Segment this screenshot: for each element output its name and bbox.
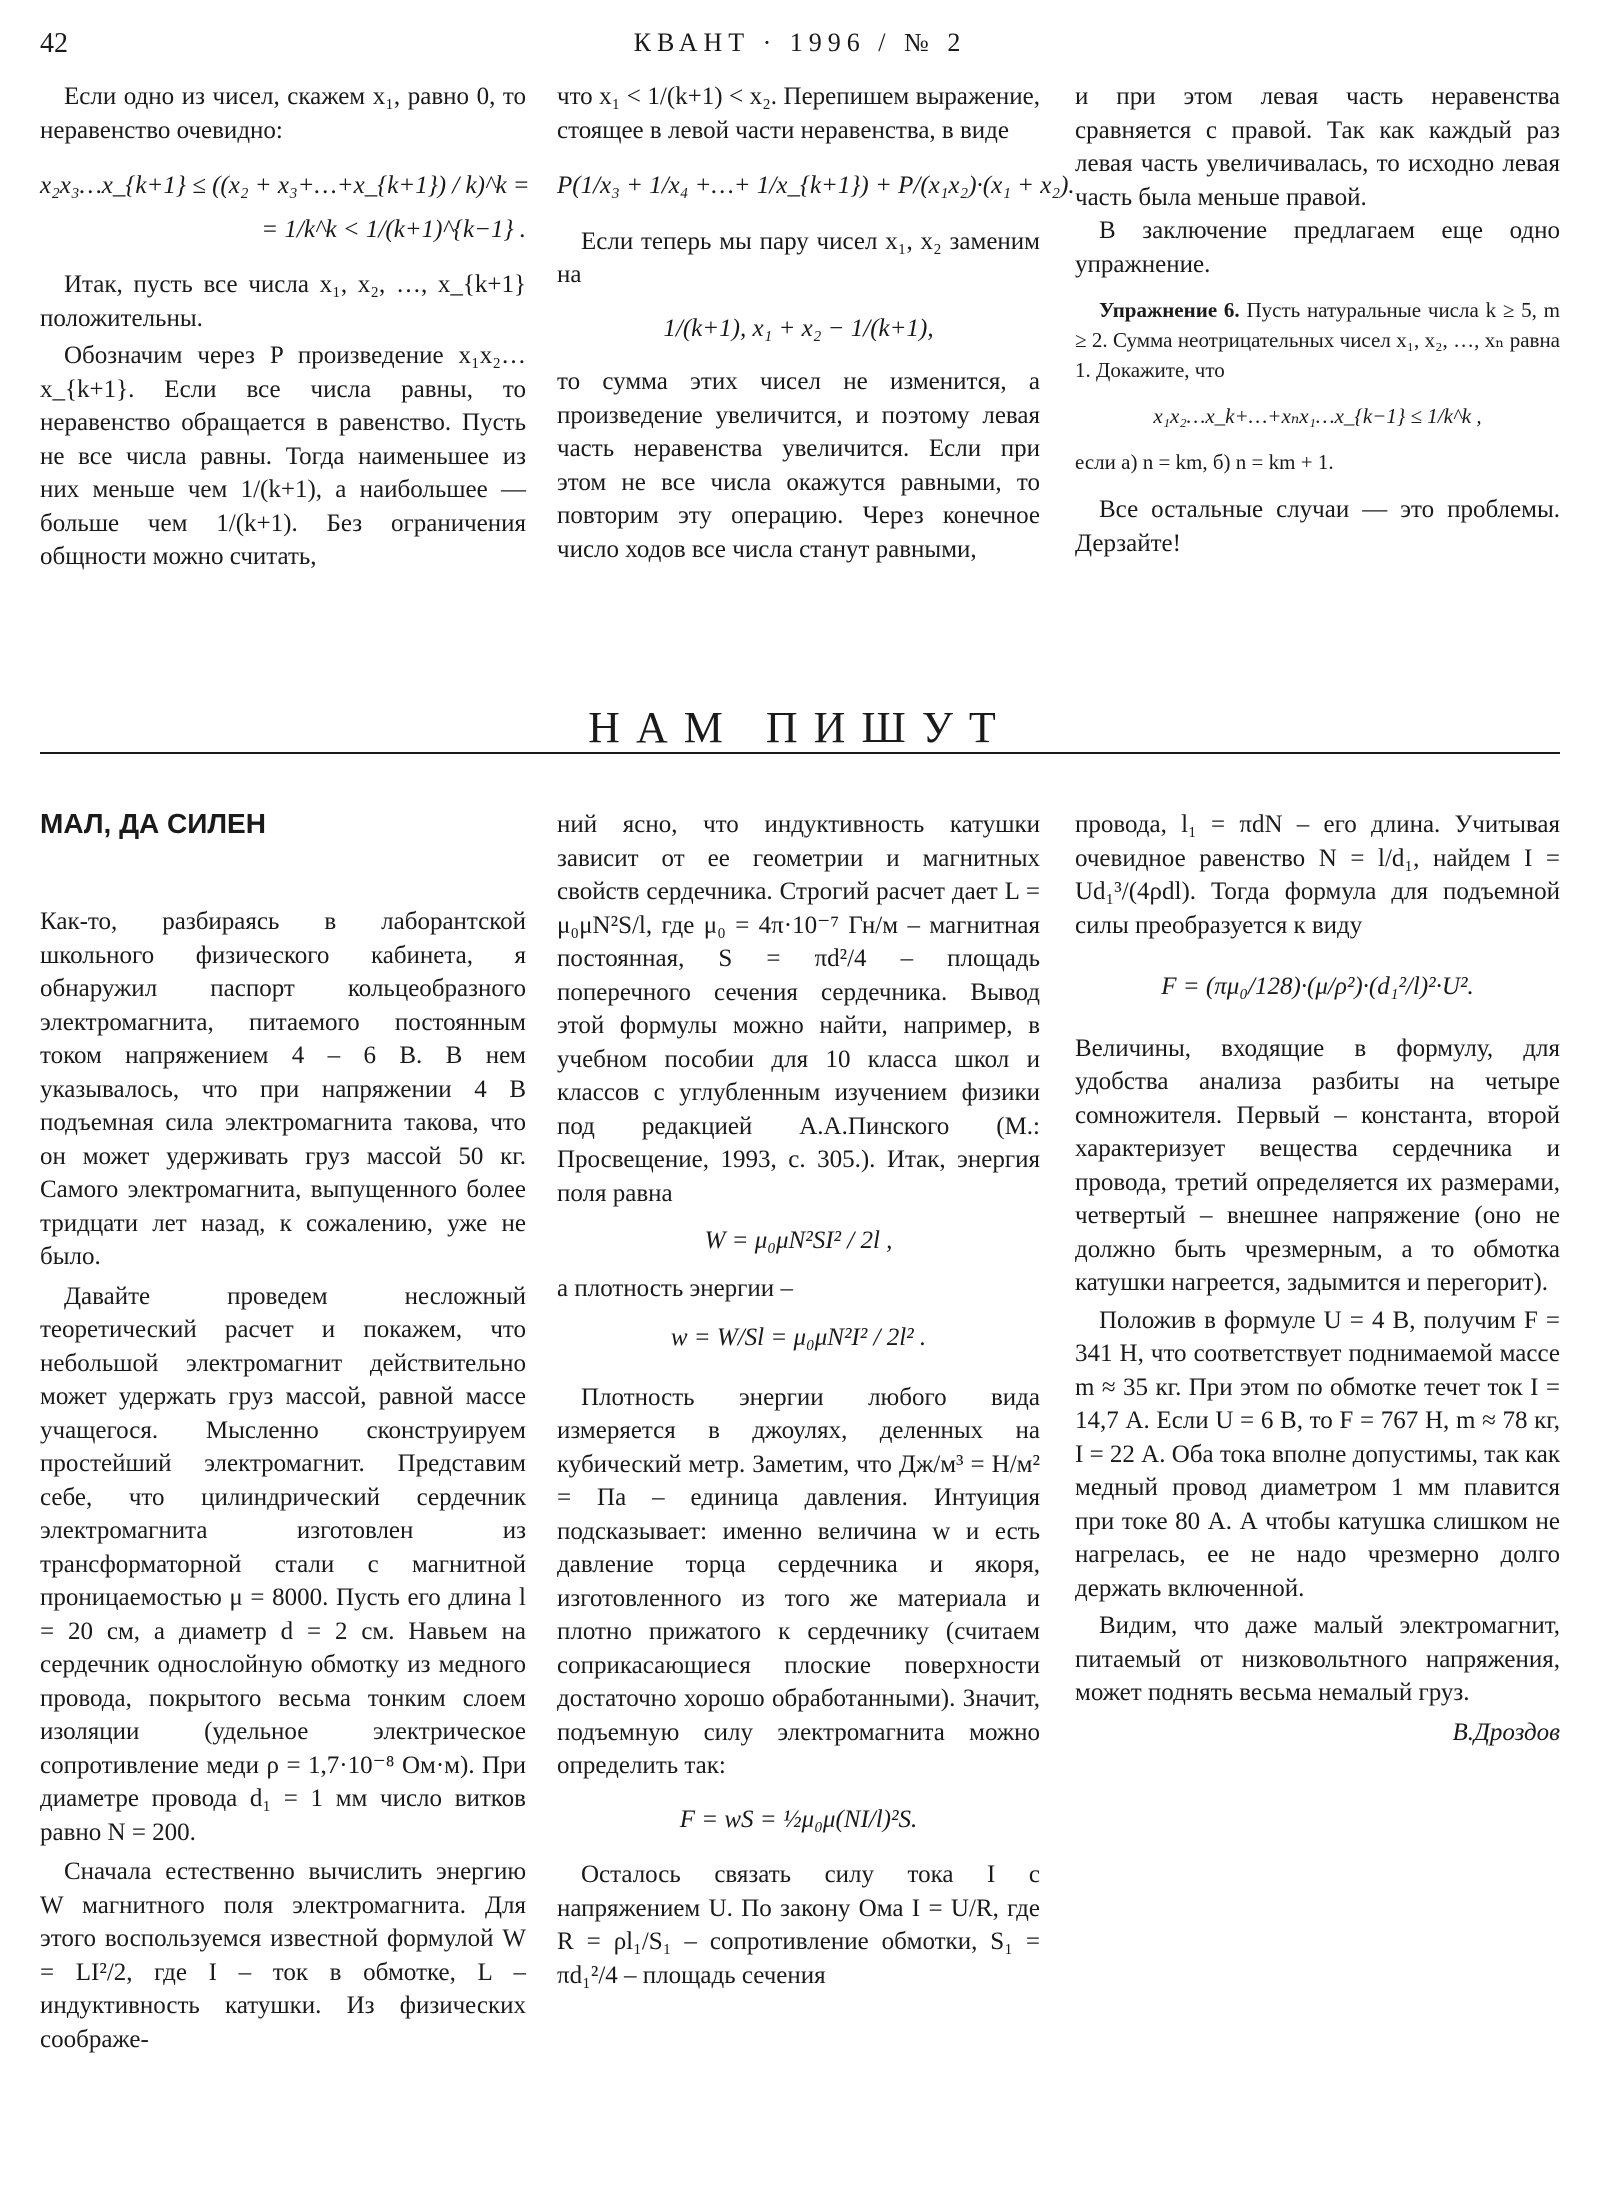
article-column-1 <box>40 905 526 2056</box>
article-column-3 <box>1075 808 1560 1749</box>
paragraph: Как-то, разбираясь в лаборантской школьного физического кабинета, я обнаружил паспорт кольцеобразного электромагнита, питаемого постоянным током напряжением 4 – 6 В. В нем указывалось, что при напряжении 4 В подъемная сила электромагнита такова, что он может удерживать груз массой 50 кг. Самого электромагнита, выпущенного более тридцати лет назад, к сожалению, уже не было. <box>40 908 526 1270</box>
paragraph: что x₁ < 1/(k+1) < x₂. Перепишем выражение, стоящее в левой части неравенства, в виде <box>557 83 1040 144</box>
page-number: 42 <box>40 28 68 59</box>
paragraph: Итак, пусть все числа x₁, x₂, …, x_{k+1} положительны. <box>40 271 526 332</box>
section-divider <box>40 752 1560 754</box>
section-title: НАМ ПИШУТ <box>588 703 1012 752</box>
paragraph: провода, l₁ = πdN – его длина. Учитывая очевидное равенство N = l/d₁, найдем I = Ud₁³/(4ρdl). Тогда формула для подъемной силы преобразуется к виду <box>1075 811 1560 939</box>
exercise <box>1075 295 1560 385</box>
formula: = 1/k^k < 1/(k+1)^{k−1} . <box>261 215 526 243</box>
paragraph: Если теперь мы пару чисел x₁, x₂ заменим на <box>557 227 1040 288</box>
paragraph: Давайте проведем несложный теоретический расчет и покажем, что небольшой электромагнит действительно может удержать груз массой, равной массе учащегося. Мысленно сконструируем простейший электромагнит. Представим себе, что цилиндрический сердечник электромагнита изготовлен из трансформаторной стали с магнитной проницаемостью μ = 8000. Пусть его длина l = 20 см, а диаметр d = 2 см. Навьем на сердечник однослойную обмотку из медного провода, покрытого весьма тонким слоем изоляции (удельное электрическое сопротивление меди ρ = 1,7·10⁻⁸ Ом·м). При диаметре провода d₁ = 1 мм число витков равно N = 200. <box>40 1282 526 1846</box>
paragraph: Осталось связать силу тока I с напряжением U. По закону Ома I = U/R, где R = ρl₁/S₁ – сопротивление обмотки, S₁ = πd₁²/4 – площадь сечения <box>557 1861 1040 1989</box>
article-title: МАЛ, ДА СИЛЕН <box>40 808 266 839</box>
paragraph: Обозначим через P произведение x₁x₂…x_{k+1}. Если все числа равны, то неравенство обращается в равенство. Пусть не все числа равны. Тогда наименьшее из них меньше чем 1/(k+1), а наибольшее — больше чем 1/(k+1). Без ограничения общности можно считать, <box>40 342 526 570</box>
formula: W = μ₀μN²SI² / 2l , <box>704 1227 893 1254</box>
paragraph: Величины, входящие в формулу, для удобства анализа разбиты на четыре сомножителя. Первый – константа, второй характеризует вещества сердечника и провода, третий определяется их размерами, четвертый – внешнее напряжение (оно не должно быть чрезмерным, а то обмотка катушки нагреется, задымится и перегорит). <box>1075 1034 1560 1296</box>
article-column-2 <box>557 808 1040 1992</box>
exercise-cases: если а) n = km, б) n = km + 1. <box>1075 450 1334 474</box>
paragraph: Все остальные случаи — это проблемы. Дерзайте! <box>1075 496 1560 557</box>
top-column-3 <box>1075 80 1560 560</box>
paragraph: и при этом левая часть неравенства сравняется с правой. Так как каждый раз левая часть увеличивалась, то исходно левая часть была меньше правой. <box>1075 83 1560 211</box>
formula: 1/(k+1), x₁ + x₂ − 1/(k+1), <box>663 314 934 342</box>
exercise-label: Упражнение 6. <box>1099 298 1240 322</box>
paragraph: Плотность энергии любого вида измеряется в джоулях, деленных на кубический метр. Заметим, что Дж/м³ = Н/м² = Па – единица давления. Интуиция подсказывает: именно величина w и есть давление торца сердечника и якоря, изготовленного из того же материала и плотно прижатого к сердечнику (считаем соприкасающиеся плоские поверхности достаточно хорошо обработанными). Значит, подъемную силу электромагнита можно определить так: <box>557 1383 1040 1779</box>
formula: x₂x₃…x_{k+1} ≤ ((x₂ + x₃+…+x_{k+1}) / k)^k = <box>40 172 530 199</box>
formula: F = (πμ₀/128)·(μ/ρ²)·(d₁²/l)²·U². <box>1161 973 1474 1000</box>
paragraph: В заключение предлагаем еще одно упражнение. <box>1075 217 1560 278</box>
paragraph: Если одно из чисел, скажем x₁, равно 0, то неравенство очевидно: <box>40 83 526 144</box>
running-header: КВАНТ · 1996 / № 2 <box>633 28 967 57</box>
paragraph: Положив в формуле U = 4 В, получим F = 341 Н, что соответствует поднимаемой массе m ≈ 35 кг. При этом по обмотке течет ток I = 14,7 А. Если U = 6 В, то F = 767 Н, m ≈ 78 кг, I = 22 А. Оба тока вполне допустимы, так как медный провод диаметром 1 мм плавится при токе 80 А. А чтобы катушка слишком не нагрелась, ее не надо чрезмерно долго держать включенной. <box>1075 1306 1560 1602</box>
formula: P(1/x₃ + 1/x₄ +…+ 1/x_{k+1}) + P/(x₁x₂)·(x₁ + x₂). <box>557 172 1075 199</box>
exercise-formula: x₁x₂…x_k+…+xₙx₁…x_{k−1} ≤ 1/k^k , <box>1153 404 1482 428</box>
paragraph: Сначала естественно вычислить энергию W магнитного поля электромагнита. Для этого воспользуемся известной формулой W = LI²/2, где I – ток в обмотке, L – индуктивность катушки. Из физических соображе- <box>40 1858 526 2053</box>
formula: F = wS = ½μ₀μ(NI/l)²S. <box>679 1805 918 1833</box>
top-column-2 <box>557 80 1075 566</box>
paragraph: а плотность энергии – <box>557 1274 793 1302</box>
top-column-1 <box>40 80 530 574</box>
author-signature: В.Дроздов <box>1452 1718 1560 1746</box>
formula: w = W/Sl = μ₀μN²I² / 2l² . <box>670 1324 927 1351</box>
paragraph: Видим, что даже малый электромагнит, питаемый от низковольтного напряжения, может поднять весьма немалый груз. <box>1075 1612 1560 1706</box>
paragraph: ний ясно, что индуктивность катушки зависит от ее геометрии и магнитных свойств сердечника. Строгий расчет дает L = μ₀μN²S/l, где μ₀ = 4π·10⁻⁷ Гн/м – магнитная постоянная, S = πd²/4 – площадь поперечного сечения сердечника. Вывод этой формулы можно найти, например, в учебном пособии для 10 класса школ и классов с углубленным изучением физики под редакцией А.А.Пинского (М.: Просвещение, 1993, с. 305.). Итак, энергия поля равна <box>557 811 1040 1207</box>
paragraph: то сумма этих чисел не изменится, а произведение увеличится, и поэтому левая часть неравенства увеличится. Если при этом не все числа окажутся равными, то повторим эту операцию. Через конечное число ходов все числа станут равными, <box>557 368 1040 563</box>
exercise-text: Пусть натуральные числа k ≥ 5, m ≥ 2. Сумма неотрицательных чисел x₁, x₂, …, xₙ равна 1. Докажите, что <box>1075 298 1561 382</box>
